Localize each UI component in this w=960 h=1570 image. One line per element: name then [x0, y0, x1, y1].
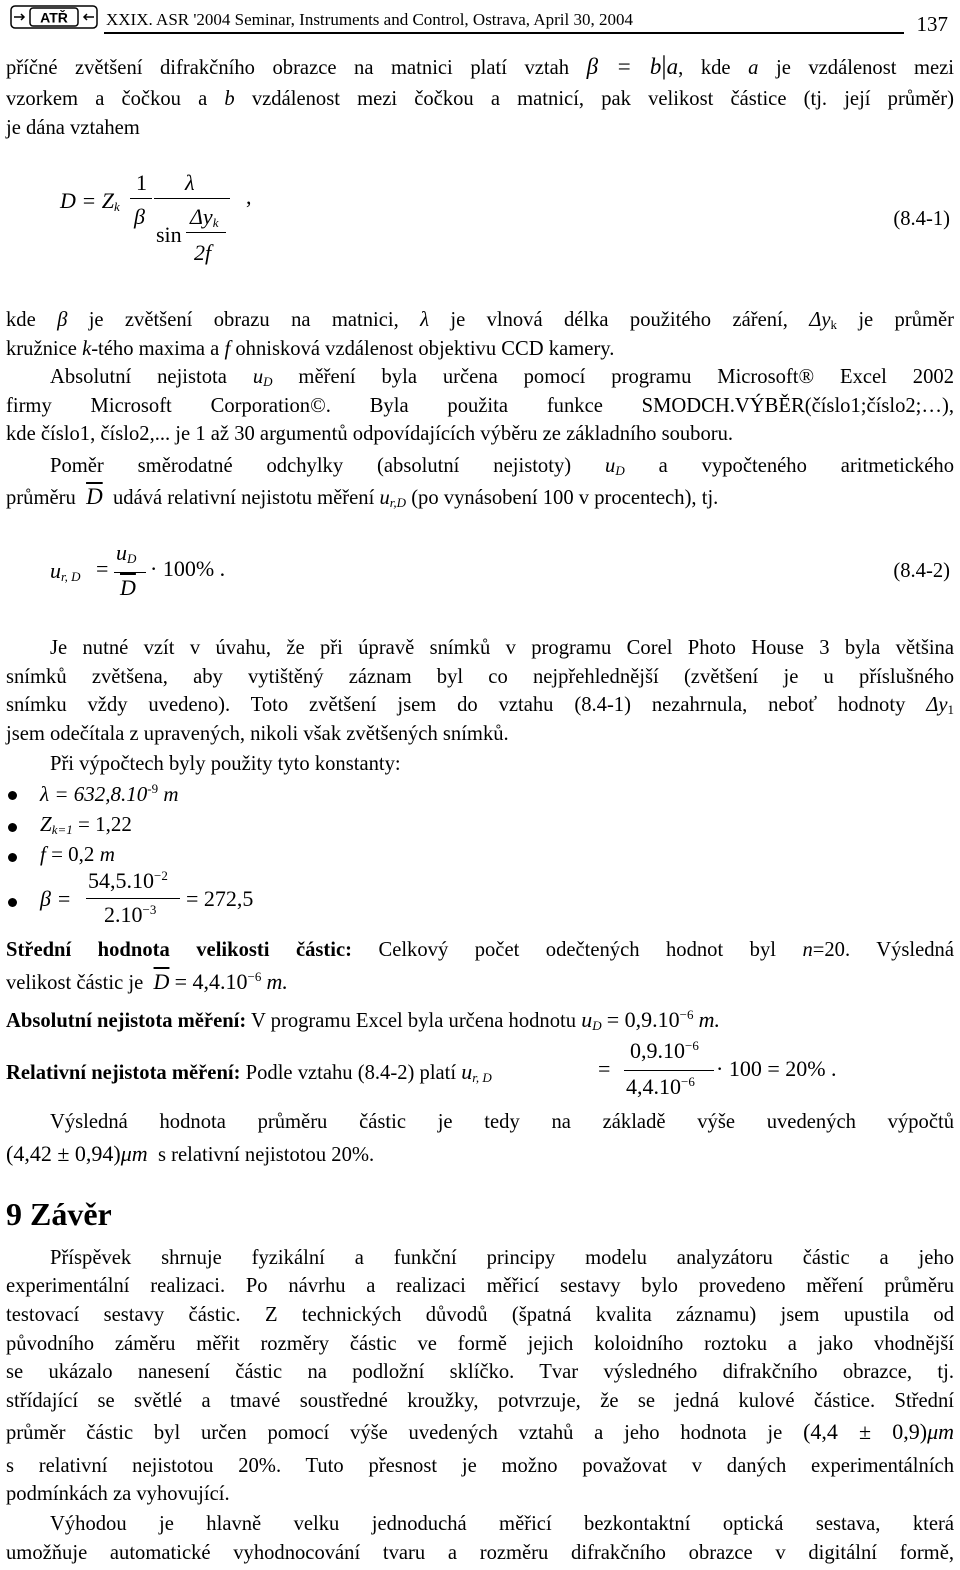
- conclusion-line5: se ukázalo nanesení částic na podložní sklíčko. Tvar výsledného difrakčního obrazce, tj.: [6, 1361, 954, 1383]
- page-number: 137: [916, 12, 948, 36]
- conclusion-line7: průměr částic byl určen pomocí výše uvedených vztahů a jeho hodnota je (4,4 ± 0,9)μm: [6, 1419, 955, 1444]
- bullet-icon: [8, 823, 17, 832]
- para1-line2: vzorkem a čočkou a b vzdálenost mezi čočkou a matnicí, pak velikost částice (tj. její průměr): [6, 88, 954, 110]
- bullet-icon: [8, 853, 17, 862]
- conclusion-line11: umožňuje automatické vyhodnocování tvaru a rozměru difrakčního obrazce v digitální formě,: [6, 1542, 954, 1564]
- para4-line2: průměru $\overline{D}$ udává relativní nejistotu měření $u_{r,D}$ (po vynásobení 100 v procentech), tj.: [6, 484, 719, 510]
- conclusion-line3: testovací sestavy částic. Z technických důvodů (špatná kvalita záznamu) jsem upustila od: [6, 1304, 954, 1326]
- header-rule: [104, 32, 904, 34]
- para2-line1: kde β je zvětšení obrazu na matnici, λ je vlnová délka použitého záření, $\Delta y_k$ je průměr: [6, 309, 954, 332]
- constant-lambda: $\lambda = 632,8.10^{-9}$ m: [40, 781, 179, 806]
- para3-line1: Absolutní nejistota $u_D$ měření byla určena pomocí programu Microsoft® Excel 2002: [50, 366, 954, 389]
- para2-line2: kružnice k-tého maxima a f ohnisková vzdálenost objektivu CCD kamery.: [6, 338, 615, 360]
- conclusion-line4: původního záměru měřit rozměry částic ve formě jejich koloidního roztoku a jako vhodnější: [6, 1333, 954, 1355]
- para4-line1: Poměr směrodatné odchylky (absolutní nejistoty) $u_D$ a vypočteného aritmetického: [50, 455, 954, 478]
- page-header: [4, 4, 956, 38]
- para5-line3: snímku vždy uvedeno). Toto zvětšení jsem do vztahu (8.4-1) nezahrnula, neboť hodnoty $\Delta y_1$: [6, 694, 954, 717]
- result-final-line1: Výsledná hodnota průměru částic je tedy na základě výše uvedených výpočtů: [50, 1111, 954, 1133]
- para5-line4: jsem odečítala z upravených, nikoli však zvětšených snímků.: [6, 723, 509, 745]
- conclusion-line2: experimentální realizaci. Po návrhu a realizaci měřicí sestavy bylo provedeno měření průměru: [6, 1275, 954, 1297]
- conclusion-line9: podmínkách za vyhovující.: [6, 1483, 230, 1505]
- constants-intro: Při výpočtech byly použity tyto konstanty:: [50, 753, 401, 775]
- header-title: XXIX. ASR '2004 Seminar, Instruments and Control, Ostrava, April 30, 2004: [106, 10, 633, 29]
- result-mean-line2: velikost částic je $\overline{D} = 4,4.10^{-6}$ m.: [6, 969, 288, 994]
- result-final-line2: (4,42 ± 0,94)μm s relativní nejistotou 20%.: [6, 1141, 375, 1166]
- conclusion-line8: s relativní nejistotou 20%. Tuto přesnost je možno považovat v daných experimentálních: [6, 1455, 954, 1477]
- result-absolute: Absolutní nejistota měření: V programu Excel byla určena hodnotu $u_D = 0,9.10^{-6}$ m.: [6, 1007, 721, 1033]
- para1-line1: příčné zvětšení difrakčního obrazce na matnici platí vztah β = b|a, kde a je vzdálenost mezi: [6, 51, 955, 80]
- para3-line3: kde číslo1, číslo2,... je 1 až 30 argumentů odpovídajících výběru ze základního souboru.: [6, 423, 734, 445]
- para5-line1: Je nutné vzít v úvahu, že při úpravě snímků v programu Corel Photo House 3 byla většina: [50, 637, 954, 659]
- bullet-icon: [8, 791, 17, 800]
- logo-text: ATŘ: [40, 9, 68, 26]
- section-heading: 9 Závěr: [6, 1196, 112, 1232]
- constant-f: f = 0,2 m: [40, 842, 115, 866]
- eq2-number: (8.4-2): [893, 560, 950, 582]
- para1-line3: je dána vztahem: [6, 117, 140, 139]
- atr-logo: [10, 5, 98, 29]
- conclusion-line1: Příspěvek shrnuje fyzikální a funkční principy modelu analyzátoru částic a jeho: [50, 1247, 954, 1269]
- bullet-icon: [8, 898, 17, 907]
- para3-line2: firmy Microsoft Corporation©. Byla použita funkce SMODCH.VÝBĚR(číslo1;číslo2;…),: [6, 395, 954, 417]
- para5-line2: snímků zvětšena, aby vytištěný záznam byl co nejpřehlednější (zvětšení je u příslušného: [6, 666, 954, 688]
- conclusion-line6: střídající se světlé a tmavé soustředné kroužky, potvrzuje, že se jedná kulové částice. Střední: [6, 1390, 954, 1412]
- result-mean-line1: Střední hodnota velikosti částic: Celkový počet odečtených hodnot byl n=20. Výsledná: [6, 939, 954, 961]
- conclusion-line10: Výhodou je hlavně velku jednoduchá měřicí bezkontaktní optická sestava, která: [50, 1513, 954, 1535]
- eq1-number: (8.4-1): [893, 208, 950, 230]
- constant-zk: $Z_{k=1} = 1,22$: [40, 812, 132, 837]
